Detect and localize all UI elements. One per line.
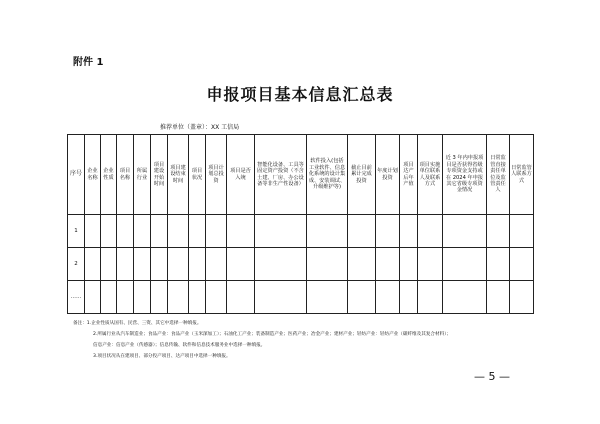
header-planned-investment: 项目计划总投资 bbox=[206, 135, 227, 215]
header-annual-output: 项目达产后年产值 bbox=[400, 135, 418, 215]
header-industry: 所属行业 bbox=[134, 135, 151, 215]
header-supervisor-contact: 日常监管人联系方式 bbox=[510, 135, 534, 215]
page-number: — 5 — bbox=[474, 370, 510, 383]
header-index: 序号 bbox=[68, 135, 85, 215]
header-provincial-funds: 近 3 年内申报项目是否获得省级专项资金支持或在 2024 年申报其它省级专项资金情况 bbox=[443, 135, 487, 215]
recommend-unit: 推荐单位（盖章）：XX 工信局 bbox=[160, 124, 240, 131]
header-annual-plan: 年度计划投资 bbox=[376, 135, 400, 215]
row-index: …… bbox=[68, 281, 85, 314]
header-end-time: 项目建设结束时间 bbox=[168, 135, 189, 215]
header-equipment-investment: 智能化设备、工具等固定资产投资（不含土建、厂房、办公设备等非生产性设备） bbox=[255, 135, 307, 215]
table-row bbox=[68, 248, 534, 281]
row-index: 1 bbox=[68, 215, 85, 248]
header-company-name: 企业名称 bbox=[85, 135, 101, 215]
header-start-time: 项目建设开始时间 bbox=[151, 135, 168, 215]
note-line: 3.项目状况从在建项目、部分投产项目、达产项目中选择一种填报。 bbox=[93, 354, 231, 359]
header-software-investment: 软件投入(包括工业软件、信息化系统的设计集成、安装调试、升级维护等) bbox=[307, 135, 348, 215]
summary-table bbox=[67, 134, 534, 314]
note-line: 信息产业：信息产业（传感器）；信息传输、软件和信息技术服务业中选择一种填报。 bbox=[93, 343, 266, 348]
attachment-label: 附件 1 bbox=[73, 57, 104, 68]
row-index: 2 bbox=[68, 248, 85, 281]
header-supervising-unit: 日常监管直接责任单位及监管责任人 bbox=[487, 135, 510, 215]
header-completed-investment: 截止目前累计完成投资 bbox=[348, 135, 376, 215]
table-row bbox=[68, 215, 534, 248]
header-in-statistics: 项目是否入统 bbox=[227, 135, 255, 215]
header-project-status: 项目状况 bbox=[189, 135, 206, 215]
header-contact: 项目实施单位联系人及联系方式 bbox=[418, 135, 443, 215]
note-line: 备注：1.企业性质从国有、民营、三资、其它中选择一种填报。 bbox=[73, 321, 202, 326]
page-title: 申报项目基本信息汇总表 bbox=[206, 85, 394, 104]
header-company-type: 企业性质 bbox=[101, 135, 117, 215]
notes-section bbox=[73, 318, 543, 362]
note-line: 2.所属行业从汽车制造业；食品产业：食品产业（玉米深加工）；石油化工产业；装备制造产业；医药产业；冶金产业；建材产业；轻纺产业：轻纺产业（碳纤维及其复合材料）； bbox=[93, 332, 452, 337]
table-row bbox=[68, 281, 534, 314]
header-project-name: 项目名称 bbox=[117, 135, 134, 215]
